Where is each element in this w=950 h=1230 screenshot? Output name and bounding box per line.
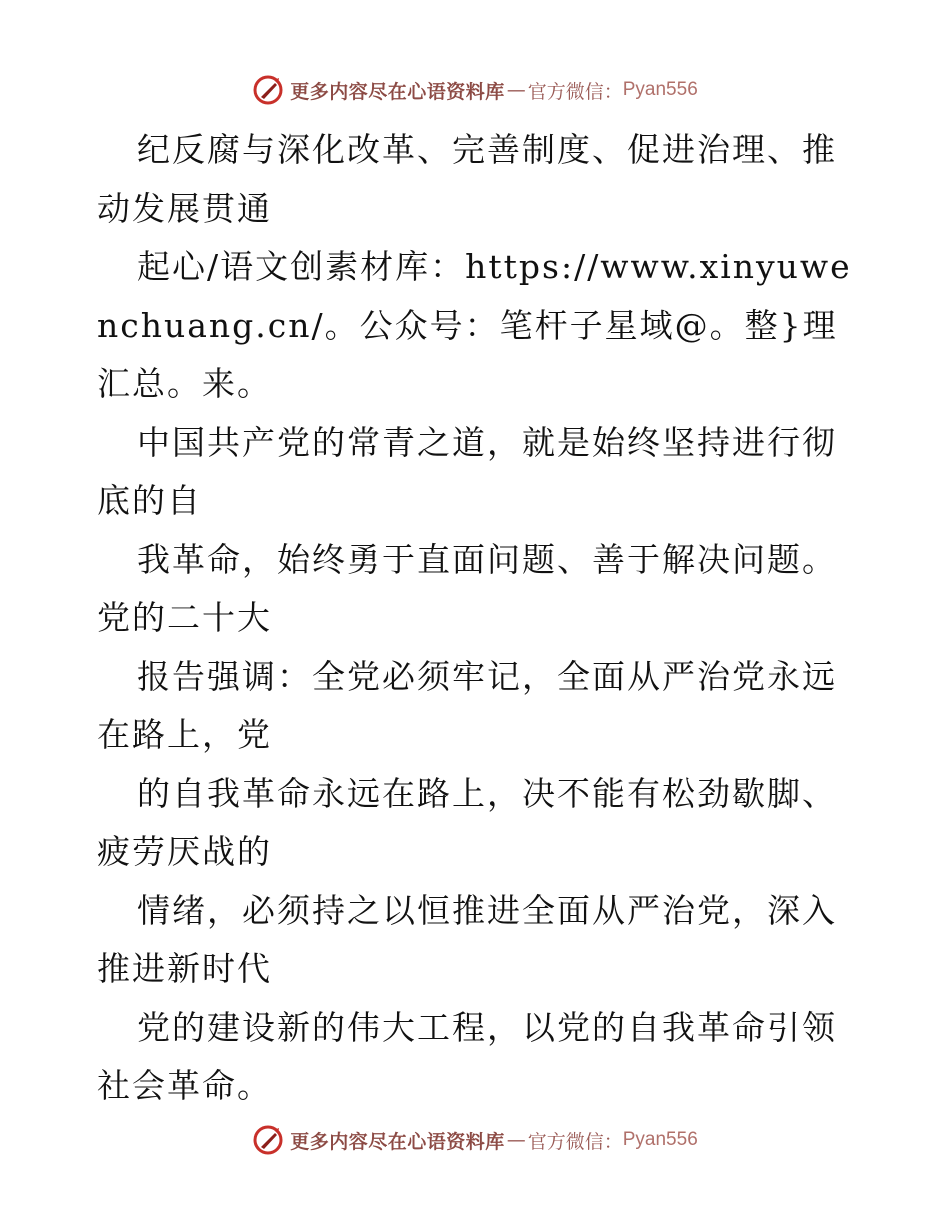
banner-dash: — <box>506 1129 526 1151</box>
wechat-label: 官方微信： <box>527 80 623 103</box>
paragraph: 中国共产党的常青之道，就是始终坚持进行彻底的自 <box>97 422 837 520</box>
paragraph: 起心/语文创素材库：https://www.xinyuwenchuang.cn/。公众号：笔杆子星域@。整}理汇总。来。 <box>97 247 852 403</box>
footer-banner <box>0 1120 950 1160</box>
banner-dash: — <box>506 79 526 101</box>
paragraph: 情绪，必须持之以恒推进全面从严治党，深入推进新时代 <box>97 890 837 988</box>
paragraph: 我革命，始终勇于直面问题、善于解决问题。党的二十大 <box>97 539 837 637</box>
paragraph: 纪反腐与深化改革、完善制度、促进治理、推动发展贯通 <box>97 130 837 228</box>
quill-logo-icon <box>252 1124 284 1156</box>
paragraph: 报告强调：全党必须牢记，全面从严治党永远在路上，党 <box>97 656 837 754</box>
wechat-id: Pyan556 <box>622 1129 698 1150</box>
document-body <box>97 121 853 1116</box>
promo-text: 更多内容尽在心语资料库 <box>290 1130 505 1153</box>
wechat-label: 官方微信： <box>527 1130 623 1153</box>
quill-logo-icon <box>252 74 284 106</box>
header-banner <box>0 70 950 110</box>
promo-text: 更多内容尽在心语资料库 <box>290 80 505 103</box>
paragraph: 党的建设新的伟大工程，以党的自我革命引领社会革命。 <box>97 1007 837 1105</box>
wechat-id: Pyan556 <box>622 79 698 100</box>
paragraph: 的自我革命永远在路上，决不能有松劲歇脚、疲劳厌战的 <box>97 773 837 871</box>
